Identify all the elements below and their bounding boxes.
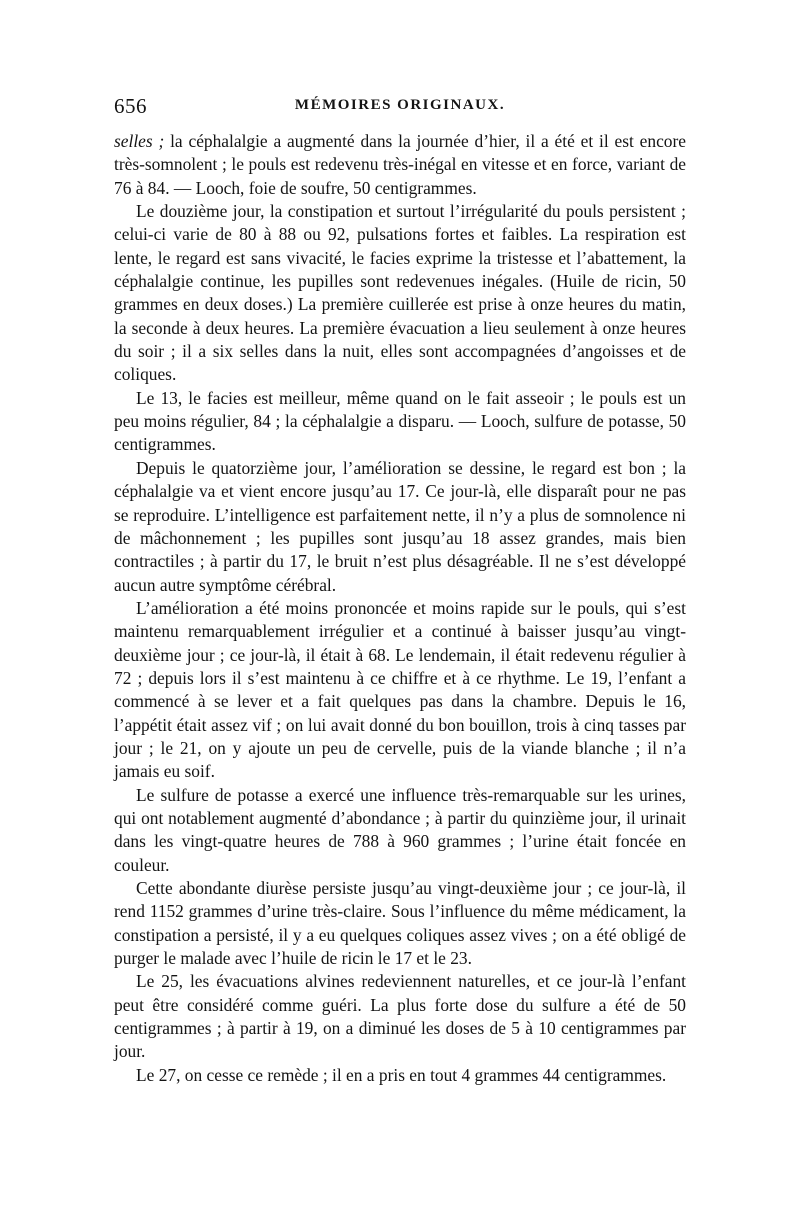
- running-title: MÉMOIRES ORIGINAUX.: [294, 97, 506, 113]
- paragraph-8: Le 25, les évacuations alvines redeviennent naturelles, et ce jour-là l’enfant peut être considéré comme guéri. La plus forte dose du sulfure a été de 50 centigrammes ; à partir à 19, on a diminué les doses de 5 à 10 centigrammes par jour.: [114, 971, 686, 1062]
- page-header: [114, 94, 686, 124]
- paragraph-9: Le 27, on cesse ce remède ; il en a pris en tout 4 grammes 44 centigrammes.: [136, 1064, 667, 1085]
- body-text: [114, 130, 686, 1087]
- paragraph-2: Le douzième jour, la constipation et surtout l’irrégularité du pouls persistent ; celui-ci varie de 80 à 88 ou 92, pulsations fortes et faibles. La respiration est lente, le regard est sans vivacité, le facies exprime la tristesse et l’abattement, la céphalalgie continue, les pupilles sont redevenues inégales. (Huile de ricin, 50 grammes en deux doses.) La première cuillerée est prise à onze heures du matin, la seconde à deux heures. La première évacuation a lieu seulement à onze heures du soir ; il a six selles dans la nuit, elles sont accompagnées d’angoisses et de coliques.: [114, 201, 686, 385]
- page-number: 656: [114, 94, 147, 118]
- paragraph-3: Le 13, le facies est meilleur, même quand on le fait asseoir ; le pouls est un peu moins régulier, 84 ; la céphalalgie a disparu. — Looch, sulfure de potasse, 50 centigrammes.: [114, 387, 686, 455]
- paragraph-7: Cette abondante diurèse persiste jusqu’au vingt-deuxième jour ; ce jour-là, il rend 1152 grammes d’urine très-claire. Sous l’influence du même médicament, la constipation a persisté, il y a eu quelques coliques assez vives ; on a été obligé de purger le malade avec l’huile de ricin le 17 et le 23.: [114, 878, 686, 969]
- paragraph-1-lead: selles ;: [114, 131, 165, 151]
- paragraph-4: Depuis le quatorzième jour, l’amélioration se dessine, le regard est bon ; la céphalalgie va et vient encore jusqu’au 17. Ce jour-là, elle disparaît pour ne pas se reproduire. L’intelligence est parfaitement nette, il n’y a plus de somnolence ni de mâchonnement ; les pupilles sont jusqu’au 18 assez grandes, mais bien contractiles ; à partir du 17, le bruit n’est plus désagréable. Il ne s’est développé aucun autre symptôme cérébral.: [114, 457, 686, 595]
- paragraph-1-text: la céphalalgie a augmenté dans la journée d’hier, il a été et il est encore très-somnolent ; le pouls est redevenu très-inégal en vitesse et en force, variant de 76 à 84. — Looch, foie de soufre, 50 centigrammes.: [114, 131, 687, 198]
- paragraph-5: L’amélioration a été moins prononcée et moins rapide sur le pouls, qui s’est maintenu remarquablement irrégulier et a continué à baisser jusqu’au vingt-deuxième jour ; ce jour-là, il était à 68. Le lendemain, il était redevenu régulier à 72 ; depuis lors il s’est maintenu à ce chiffre et à ce rhythme. Le 19, l’enfant a commencé à se lever et a fait quelques pas dans la chambre. Depuis le 16, l’appétit était assez vif ; on lui avait donné du bon bouillon, trois à cinq tasses par jour ; le 21, on y ajoute un peu de cervelle, puis de la viande blanche ; il n’a jamais eu soif.: [114, 597, 686, 782]
- paragraph-1: [114, 130, 686, 200]
- paragraph-6: Le sulfure de potasse a exercé une influence très-remarquable sur les urines, qui ont notablement augmenté d’abondance ; à partir du quinzième jour, il urinait dans les vingt-quatre heures de 788 à 960 grammes ; l’urine était foncée en couleur.: [114, 784, 686, 875]
